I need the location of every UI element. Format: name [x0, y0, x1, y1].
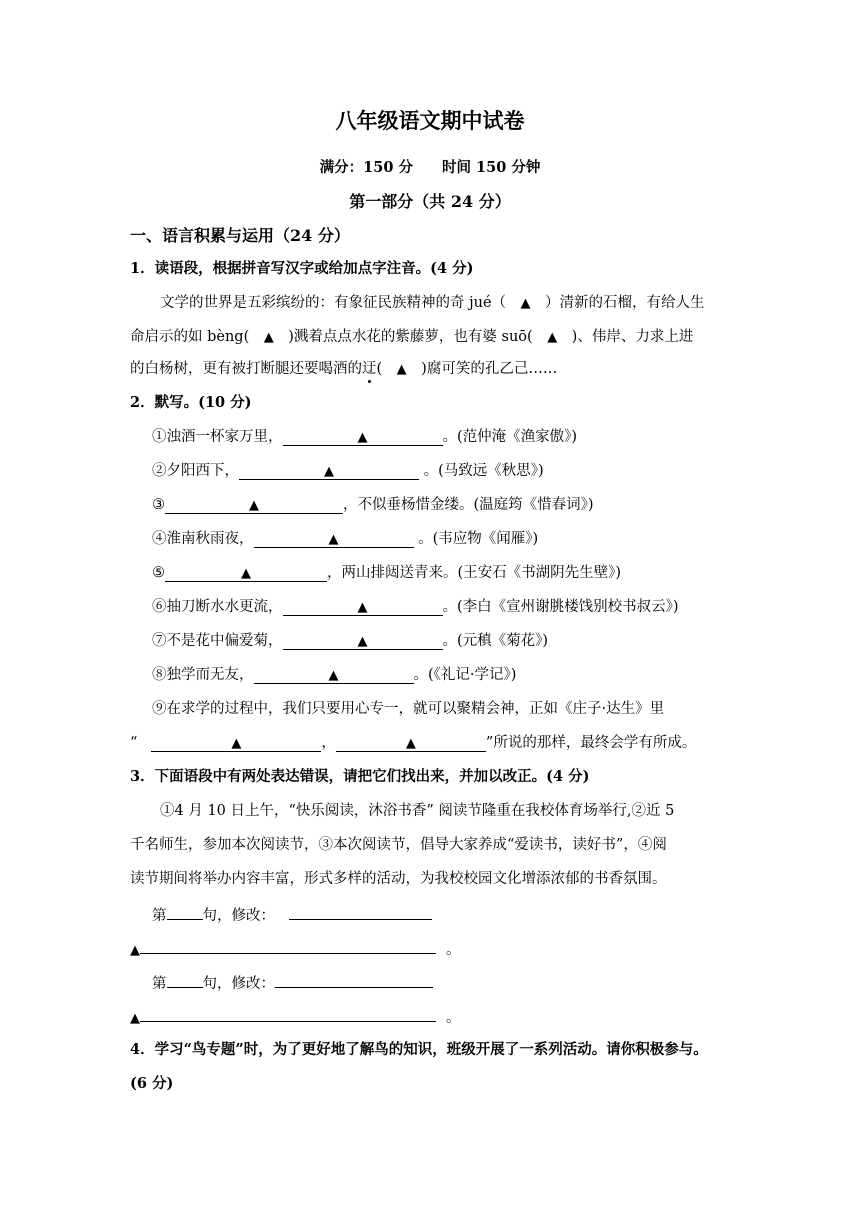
answer-blank[interactable]	[254, 667, 414, 684]
q4-score: (6 分)	[130, 1075, 174, 1092]
quote-open: “	[130, 735, 138, 751]
sentence-number-blank[interactable]	[167, 903, 203, 920]
label-text: 第	[152, 908, 167, 924]
answer-blank[interactable]	[165, 497, 343, 514]
answer-marker: ▲	[249, 498, 259, 513]
answer-marker: ▲	[328, 668, 339, 683]
answer-marker: ▲	[357, 600, 368, 615]
q3-paragraph-line: 读节期间将举办内容丰富，形式多样的活动，为我校校园文化增添浓郁的书香氛围。	[130, 871, 667, 887]
label-text: 第	[152, 976, 167, 992]
dictation-prompt: ⑧独学而无友，	[152, 667, 254, 683]
answer-blank[interactable]	[165, 565, 327, 582]
correction-blank[interactable]	[275, 971, 433, 988]
dictation-source: 。(元稹《菊花》)	[442, 633, 549, 649]
page-title: 八年级语文期中试卷	[335, 108, 525, 133]
dictation-item	[152, 631, 548, 651]
answer-marker: ▲	[357, 430, 368, 445]
q3-heading: 3．下面语段中有两处表达错误，请把它们找出来，并加以改正。(4 分)	[130, 768, 590, 785]
dictation-item	[152, 529, 538, 549]
dictation-item	[152, 665, 516, 685]
dictation-item	[152, 495, 594, 515]
answer-blank[interactable]	[283, 633, 443, 650]
dictation-source: 。(范仲淹《渔家傲》)	[442, 429, 578, 445]
dictation-source: 。(李白《宣州谢朓楼饯别校书叔云》)	[442, 599, 679, 615]
q1-text: 的白杨树，更有被打断腿还要喝酒的	[130, 361, 362, 377]
answer-marker: ▲	[241, 566, 251, 581]
section-heading: 一、语言积累与运用（24 分）	[130, 226, 350, 245]
dictation-source: 。(《礼记·学记》)	[413, 667, 517, 683]
sentence-number-blank[interactable]	[167, 971, 203, 988]
dictation-source: 。(韦应物《闻雁》)	[413, 531, 539, 547]
correction-answer-1	[130, 937, 461, 961]
emphasis-dot-char: 迂	[362, 361, 377, 377]
q1-text: 命启示的如 bèng(	[130, 329, 264, 345]
answer-marker: ▲	[263, 330, 274, 345]
answer-blank[interactable]	[283, 429, 443, 446]
dictation-prompt: ⑦不是花中偏爱菊，	[152, 633, 283, 649]
q1-text: )腐可笑的孔乙己……	[406, 361, 558, 377]
exam-subtitle: 满分：150 分 时间 150 分钟	[319, 159, 541, 176]
q1-text: )溅着点点水花的紫藤萝，也有婆 suō(	[273, 329, 548, 345]
answer-marker: ▲	[130, 943, 140, 958]
dictation-prompt: ⑤	[152, 565, 165, 581]
comma: ，	[321, 735, 336, 751]
answer-marker: ▲	[396, 362, 407, 377]
dictation-prompt: ③	[152, 497, 165, 513]
q1-line-3	[130, 359, 557, 380]
q4-heading: 4．学习“鸟专题”时，为了更好地了解鸟的知识，班级开展了一系列活动。请你积极参与。	[130, 1041, 708, 1058]
q3-paragraph-line: 千名师生，参加本次阅读节，③本次阅读节，倡导大家养成“爱读书，读好书”，④阅	[130, 837, 667, 853]
correction-blank[interactable]	[140, 937, 436, 954]
q1-text: (	[376, 361, 397, 377]
dictation-prompt: ②夕阳西下，	[152, 463, 239, 479]
answer-blank[interactable]	[239, 463, 419, 480]
dictation-item	[152, 597, 679, 617]
dictation-item	[152, 461, 544, 481]
q1-text: ）清新的石榴，有给人生	[530, 295, 705, 311]
answer-marker: ▲	[231, 736, 242, 751]
answer-blank[interactable]	[283, 599, 443, 616]
label-text: 句，修改：	[202, 976, 275, 992]
answer-blank[interactable]	[151, 735, 321, 752]
correction-answer-2	[130, 1005, 461, 1029]
dictation-item	[152, 427, 577, 447]
dictation-source: ，不似垂杨惜金缕。(温庭筠《惜春词》)	[343, 497, 594, 513]
answer-marker: ▲	[357, 634, 368, 649]
answer-blank[interactable]	[336, 735, 486, 752]
dictation-prompt: ①浊酒一杯家万里，	[152, 429, 283, 445]
q1-line-2	[130, 327, 693, 348]
dictation-source: 。(马致远《秋思》)	[419, 463, 544, 479]
correction-blank[interactable]	[289, 903, 432, 920]
dictation-item	[152, 563, 621, 583]
dictation-source: ，两山排闼送青来。(王安石《书湖阴先生壁》)	[327, 565, 622, 581]
q1-text: )、伟岸、力求上进	[557, 329, 694, 345]
answer-marker: ▲	[324, 464, 334, 479]
q1-line-1	[160, 293, 705, 314]
correction-line-2	[152, 971, 433, 994]
answer-marker: ▲	[405, 736, 416, 751]
dictation-prompt: ⑥抽刀断水水更流，	[152, 599, 283, 615]
dictation-source: ”所说的那样，最终会学有所成。	[485, 735, 697, 751]
end-mark: 。	[446, 1010, 461, 1026]
part-heading: 第一部分（共 24 分）	[349, 192, 511, 211]
answer-blank[interactable]	[254, 531, 414, 548]
q3-paragraph-line: ①4 月 10 日上午，“快乐阅读，沐浴书香” 阅读节隆重在我校体育场举行,②近 5	[160, 803, 675, 819]
answer-marker: ▲	[130, 1011, 140, 1026]
dictation-prompt: ④淮南秋雨夜，	[152, 531, 254, 547]
correction-line-1	[152, 903, 432, 926]
answer-marker: ▲	[547, 330, 558, 345]
answer-marker: ▲	[328, 532, 339, 547]
correction-blank[interactable]	[140, 1005, 436, 1022]
q1-heading: 1．读语段，根据拼音写汉字或给加点字注音。(4 分)	[130, 260, 474, 277]
dictation-item-9-blanks	[130, 733, 696, 753]
q2-heading: 2．默写。(10 分)	[130, 394, 252, 411]
dictation-item-9: ⑨在求学的过程中，我们只要用心专一，就可以聚精会神，正如《庄子·达生》里	[152, 701, 665, 717]
end-mark: 。	[446, 942, 461, 958]
q1-text: 文学的世界是五彩缤纷的：有象征民族精神的奇 jué（	[160, 295, 521, 311]
answer-marker: ▲	[520, 296, 531, 311]
label-text: 句，修改：	[202, 908, 275, 924]
